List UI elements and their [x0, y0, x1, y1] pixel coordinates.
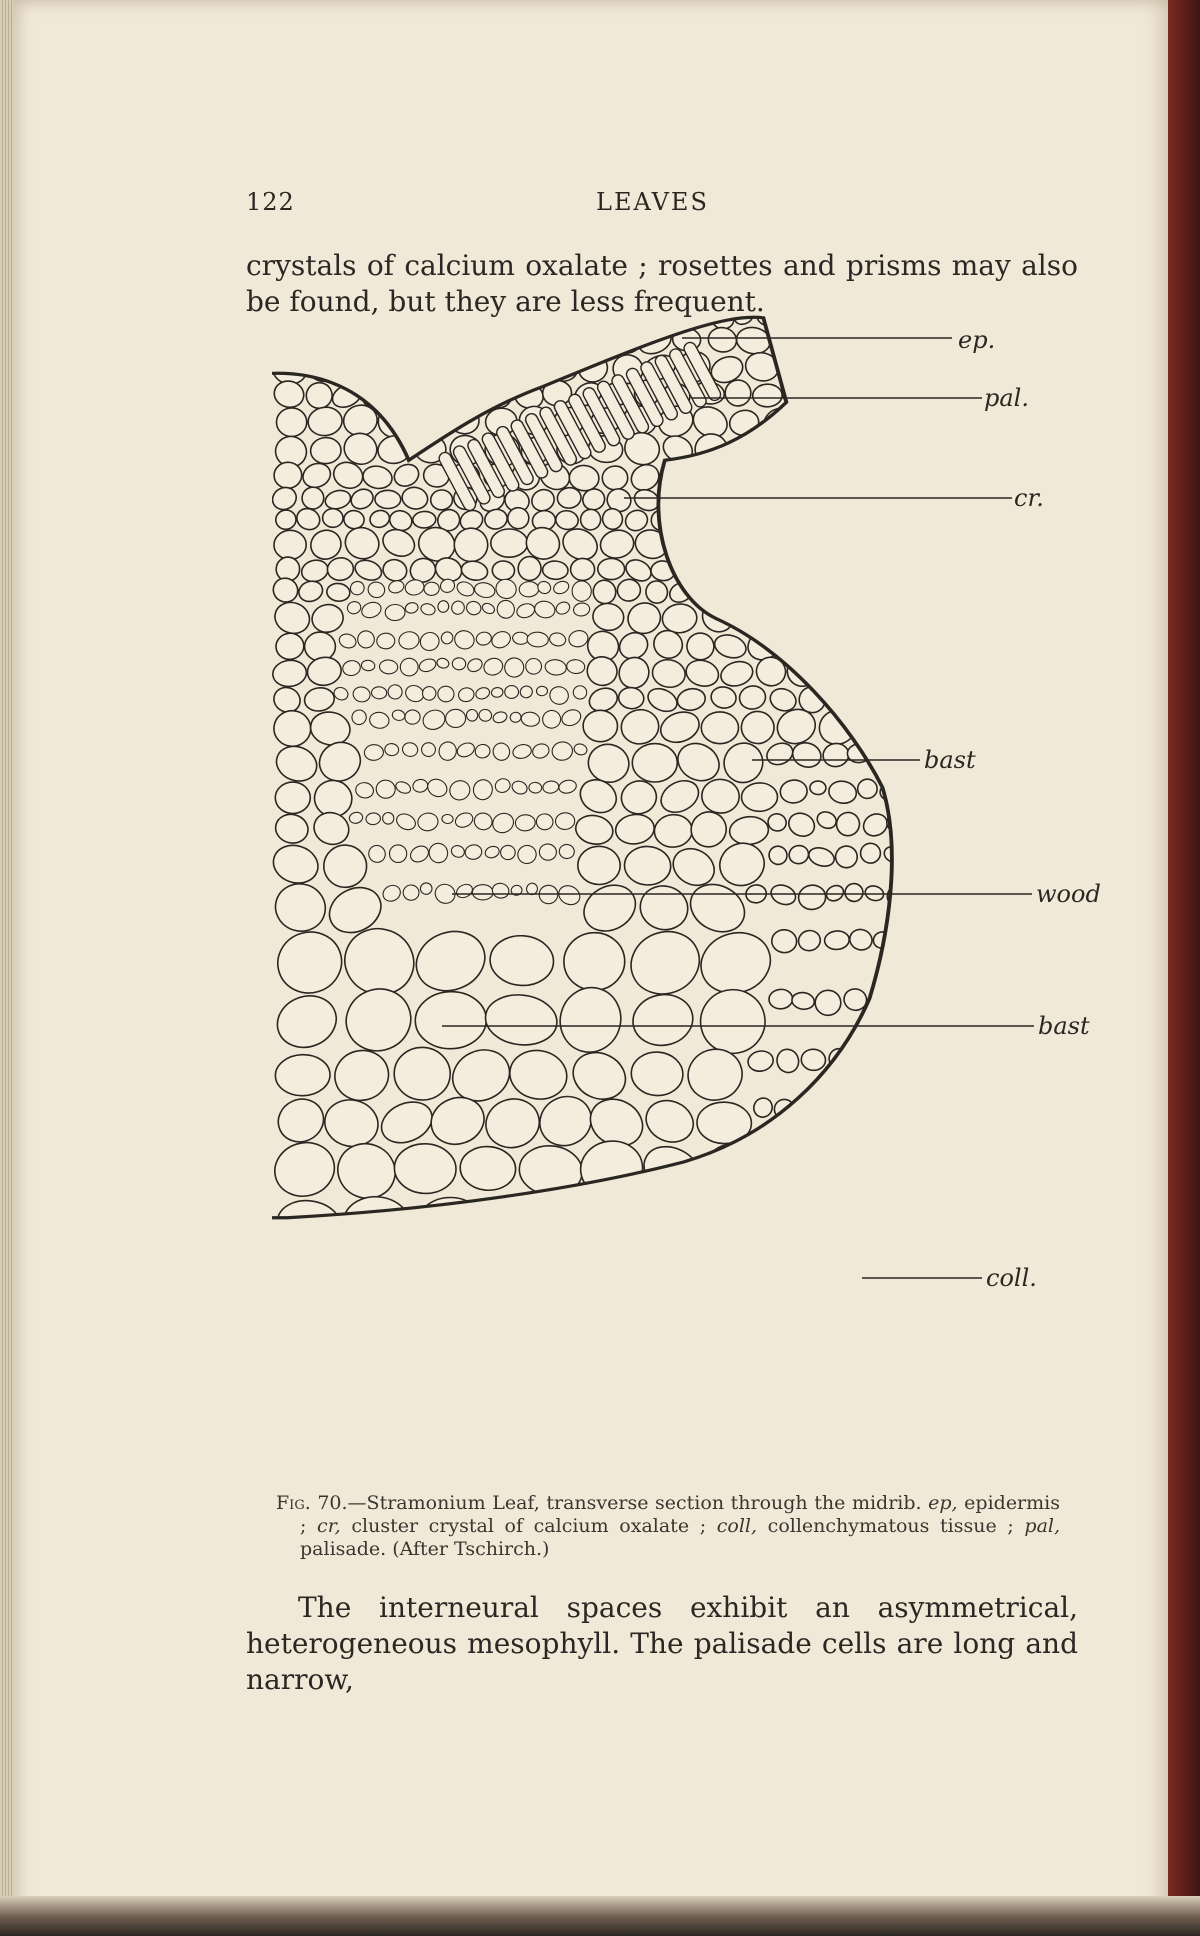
label-pal: pal.	[984, 384, 1029, 412]
label-bast-lower: bast	[1038, 1012, 1090, 1040]
label-bast-upper: bast	[924, 746, 976, 774]
caption-cr-def: cluster crystal of calcium oxalate ;	[351, 1515, 707, 1537]
caption-ep-def: epidermis ;	[300, 1492, 1060, 1537]
caption-fig-number: Fig. 70.	[276, 1492, 348, 1514]
label-ep: ep.	[958, 326, 996, 354]
paragraph-bottom: The interneural spaces exhibit an asymmetrical, heterogeneous mesophyll. The palisade cells are long and narrow,	[246, 1591, 1078, 1696]
page-bottom-edge	[0, 1896, 1200, 1936]
label-wood: wood	[1036, 880, 1101, 908]
figure-caption	[276, 1492, 1060, 1561]
caption-coll-abbr: coll,	[716, 1515, 758, 1537]
paragraph-top: crystals of calcium oxalate ; rosettes and prisms may also be found, but they are less frequent.	[246, 249, 1078, 318]
caption-cr-abbr: cr,	[317, 1515, 341, 1537]
figure-stramonium-leaf-section	[272, 306, 1152, 1481]
caption-title: —Stramonium Leaf, transverse section through the midrib.	[347, 1492, 922, 1514]
caption-source: (After Tschirch.)	[392, 1538, 550, 1560]
page-number: 122	[246, 188, 295, 216]
running-head	[14, 188, 1170, 228]
running-title: LEAVES	[596, 188, 709, 216]
caption-ep-abbr: ep,	[928, 1492, 958, 1514]
caption-pal-abbr: pal,	[1024, 1515, 1061, 1537]
label-cr: cr.	[1014, 484, 1044, 512]
leaf-section-drawing	[272, 306, 1152, 1481]
book-page	[14, 0, 1170, 1920]
label-coll: coll.	[986, 1264, 1037, 1292]
caption-coll-def: collenchymatous tissue ;	[767, 1515, 1014, 1537]
book-cover-edge	[1168, 0, 1200, 1936]
caption-pal-def: palisade.	[300, 1538, 387, 1560]
